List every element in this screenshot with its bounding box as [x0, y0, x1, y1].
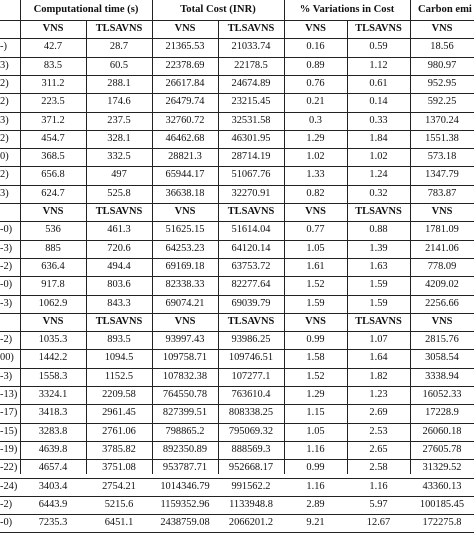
grid-line — [410, 0, 411, 474]
table-row — [0, 295, 474, 313]
table-cell: 107277.1 — [231, 370, 271, 382]
grid-line — [0, 20, 474, 21]
table-cell: 3283.8 — [38, 425, 68, 437]
table-cell: 1.29 — [306, 132, 325, 144]
grid-line — [0, 349, 474, 350]
table-row — [0, 75, 474, 93]
table-cell: 0.14 — [369, 96, 388, 108]
grid-line — [0, 386, 474, 387]
table-row — [0, 57, 474, 75]
header-row — [0, 0, 474, 20]
table-cell: 311.2 — [41, 77, 65, 89]
table-cell: 3338.94 — [425, 370, 459, 382]
table-cell: 0.61 — [369, 77, 388, 89]
row-label: 2) — [0, 169, 9, 181]
table-cell: 83.5 — [43, 59, 63, 71]
subheader-cell: TLSAVNS — [227, 206, 275, 217]
table-cell: 497 — [111, 169, 127, 181]
grid-line — [0, 57, 474, 58]
subheader-cell: VNS — [305, 23, 326, 34]
subheader-cell: TLSAVNS — [95, 23, 143, 34]
row-label: -0) — [0, 279, 13, 291]
grid-line — [0, 331, 474, 332]
table-cell: 51614.04 — [231, 224, 271, 236]
row-label: -3) — [0, 370, 13, 382]
table-cell: 22178.5 — [234, 59, 268, 71]
subheader-cell: VNS — [174, 23, 196, 34]
table-cell: 0.99 — [306, 462, 325, 474]
table-row — [0, 423, 474, 441]
subheader-cell: TLSAVNS — [355, 315, 402, 327]
table-cell: 1347.79 — [425, 169, 459, 181]
table-cell: 4639.8 — [38, 443, 68, 455]
row-label — [0, 203, 20, 221]
table-cell: 28714.19 — [231, 151, 271, 163]
table-cell: 93986.25 — [231, 334, 271, 346]
table-cell: 2066201.2 — [228, 517, 274, 529]
table-cell: 3403.4 — [38, 480, 68, 492]
table-cell: 1.63 — [369, 260, 388, 272]
row-label: -17) — [0, 407, 18, 419]
subheader-cell: VNS — [305, 315, 326, 327]
table-cell: 3751.08 — [102, 462, 136, 474]
subheader-cell: VNS — [42, 315, 64, 327]
table-cell: 0.59 — [369, 41, 388, 53]
table-cell: 0.77 — [306, 224, 325, 236]
table-cell: 1.82 — [369, 370, 388, 382]
table-cell: 1781.09 — [425, 224, 459, 236]
grid-line — [0, 295, 474, 296]
row-label: -3) — [0, 242, 13, 254]
table-cell: 18.56 — [430, 41, 454, 53]
subheader-row — [0, 203, 474, 221]
table-cell: 917.8 — [41, 279, 65, 291]
table-cell: 1.59 — [306, 297, 325, 309]
table-cell: 46301.95 — [231, 132, 271, 144]
table-cell: 2815.76 — [425, 334, 459, 346]
table-cell: 9.21 — [306, 517, 325, 529]
grid-line — [0, 203, 474, 204]
grid-line — [86, 20, 87, 474]
table-row — [0, 240, 474, 258]
table-cell: 27605.78 — [422, 443, 462, 455]
table-cell: 1.23 — [369, 389, 388, 400]
table-row — [0, 478, 474, 496]
table-cell: 17228.9 — [425, 407, 459, 419]
table-cell: 65944.17 — [165, 169, 205, 181]
table-cell: 2754.21 — [102, 480, 136, 492]
grid-line — [0, 423, 474, 424]
table-row — [0, 148, 474, 166]
table-cell: 892350.89 — [162, 443, 208, 455]
row-label: 3) — [0, 187, 9, 199]
subheader-cell: VNS — [305, 206, 326, 217]
row-label: -2) — [0, 334, 13, 346]
table-cell: 0.33 — [369, 114, 388, 126]
grid-line — [0, 313, 474, 314]
table-cell: 1.61 — [306, 260, 325, 272]
table-cell: 107832.38 — [162, 370, 208, 382]
table-cell: 22378.69 — [165, 59, 205, 71]
grid-line — [0, 478, 474, 479]
table-cell: 64120.14 — [231, 242, 271, 254]
table-row — [0, 185, 474, 203]
table-cell: 60.5 — [109, 59, 129, 71]
row-label: -24) — [0, 480, 18, 492]
table-row — [0, 514, 474, 532]
grid-line — [0, 112, 474, 113]
table-cell: 109746.51 — [228, 352, 274, 364]
table-cell: 525.8 — [107, 187, 131, 199]
row-label: -2) — [0, 260, 13, 272]
table-cell: 536 — [45, 224, 61, 236]
grid-line — [0, 148, 474, 149]
table-cell: 1.16 — [369, 480, 388, 492]
table-cell: 803.6 — [107, 279, 131, 291]
grid-line — [0, 240, 474, 241]
table-row — [0, 368, 474, 386]
table-cell: 223.5 — [41, 96, 65, 108]
header-computational-time: Computational time (s) — [33, 4, 139, 15]
row-label: 2) — [0, 77, 9, 89]
table-cell: 93997.43 — [165, 334, 205, 346]
table-cell: 798865.2 — [165, 425, 205, 437]
table-cell: 69074.21 — [165, 297, 205, 309]
table-row — [0, 130, 474, 148]
table-cell: 1.64 — [369, 352, 388, 364]
table-cell: 2141.06 — [425, 242, 459, 254]
table-cell: 893.5 — [107, 334, 131, 346]
table-cell: 1.39 — [369, 242, 388, 254]
table-cell: 454.7 — [41, 132, 65, 144]
table-cell: 42.7 — [43, 41, 63, 53]
row-label: -13) — [0, 389, 18, 400]
grid-line — [284, 0, 285, 474]
grid-line — [0, 368, 474, 369]
table-row — [0, 166, 474, 184]
table-cell: 624.7 — [41, 187, 65, 199]
table-cell: 1133948.8 — [229, 498, 273, 510]
table-cell: 24674.89 — [231, 77, 271, 89]
header-carbon: Carbon emi — [418, 4, 472, 15]
table-cell: 1370.24 — [425, 114, 459, 126]
table-cell: 1035.3 — [38, 334, 68, 346]
table-cell: 2256.66 — [425, 297, 459, 309]
table-cell: 51625.15 — [165, 224, 205, 236]
subheader-cell: TLSAVNS — [227, 315, 275, 327]
subheader-cell: VNS — [174, 315, 196, 327]
grid-line — [152, 0, 153, 474]
row-label: 2) — [0, 132, 9, 144]
table-cell: 64253.23 — [165, 242, 205, 254]
table-cell: 1.24 — [369, 169, 388, 181]
table-cell: 28.7 — [109, 41, 129, 53]
table-cell: 69039.79 — [231, 297, 271, 309]
table-cell: 843.3 — [107, 297, 131, 309]
row-label: -0) — [0, 224, 13, 236]
table-cell: 63753.72 — [231, 260, 271, 272]
table-cell: 1.84 — [369, 132, 388, 144]
table-cell: 368.5 — [41, 151, 65, 163]
table-cell: 2.58 — [369, 462, 388, 474]
table-cell: 21033.74 — [231, 41, 271, 53]
table-cell: 32760.72 — [165, 114, 205, 126]
table-cell: 82338.33 — [165, 279, 205, 291]
grid-line — [20, 0, 21, 474]
table-cell: 1.05 — [306, 242, 325, 254]
table-cell: 778.09 — [427, 260, 457, 272]
table-cell: 237.5 — [107, 114, 131, 126]
table-cell: 592.25 — [427, 96, 457, 108]
table-cell: 46462.68 — [165, 132, 205, 144]
table-cell: 573.18 — [427, 151, 457, 163]
table-cell: 12.67 — [366, 517, 391, 529]
subheader-cell: VNS — [431, 315, 453, 327]
table-cell: 1.16 — [306, 480, 325, 492]
row-label: 2) — [0, 96, 9, 108]
table-cell: 1.16 — [306, 443, 325, 455]
table-cell: 1.07 — [369, 334, 388, 346]
table-cell: 328.1 — [107, 132, 131, 144]
table-cell: 0.82 — [306, 187, 325, 199]
table-cell: 494.4 — [107, 260, 131, 272]
subheader-cell: TLSAVNS — [355, 206, 402, 217]
table-cell: 6443.9 — [38, 498, 68, 510]
table-cell: 16052.33 — [422, 389, 462, 400]
grid-line — [0, 496, 474, 497]
table-cell: 28821.3 — [168, 151, 202, 163]
table-cell: 808338.25 — [228, 407, 274, 419]
grid-line — [0, 185, 474, 186]
table-cell: 2961.45 — [102, 407, 136, 419]
grid-line — [0, 38, 474, 39]
table-cell: 1.02 — [306, 151, 325, 163]
table-row — [0, 386, 474, 404]
row-label: -0) — [0, 517, 13, 529]
table-cell: 371.2 — [41, 114, 65, 126]
header-variations: % Variations in Cost — [299, 4, 395, 15]
table-cell: 827399.51 — [162, 407, 208, 419]
table-cell: 1.05 — [306, 425, 325, 437]
table-cell: 783.87 — [427, 187, 457, 199]
table-cell: 82277.64 — [231, 279, 271, 291]
table-cell: 69169.18 — [165, 260, 205, 272]
table-cell: 7235.3 — [38, 517, 68, 529]
table-cell: 952.95 — [427, 77, 457, 89]
grid-line — [0, 441, 474, 442]
table-cell: 26479.74 — [165, 96, 205, 108]
table-cell: 174.6 — [107, 96, 131, 108]
subheader-cell: TLSAVNS — [95, 315, 143, 327]
table-cell: 1442.2 — [38, 352, 68, 364]
table-cell: 1062.9 — [38, 297, 68, 309]
subheader-row — [0, 20, 474, 38]
table-cell: 2761.06 — [102, 425, 136, 437]
grid-line — [0, 276, 474, 277]
table-cell: 1.02 — [369, 151, 388, 163]
table-cell: 4209.02 — [425, 279, 459, 291]
table-cell: 0.3 — [309, 114, 322, 126]
grid-line — [0, 459, 474, 460]
table-cell: 100185.45 — [419, 498, 465, 510]
table-cell: 1.52 — [306, 370, 325, 382]
subheader-cell: VNS — [42, 206, 64, 217]
subheader-cell: VNS — [431, 23, 453, 34]
table-cell: 43360.13 — [422, 480, 462, 492]
table-cell: 288.1 — [107, 77, 131, 89]
grid-line — [0, 93, 474, 94]
subheader-cell: TLSAVNS — [355, 23, 402, 34]
table-cell: 980.97 — [427, 59, 457, 71]
table-cell: 3324.1 — [38, 389, 68, 400]
table-cell: 763610.4 — [231, 389, 271, 400]
row-label: 3) — [0, 114, 9, 126]
table-cell: 2438759.08 — [160, 517, 210, 529]
table-cell: 1159352.96 — [160, 498, 210, 510]
table-cell: 1.59 — [369, 279, 388, 291]
table-cell: 1.33 — [306, 169, 325, 181]
table-cell: 23215.45 — [231, 96, 271, 108]
table-row — [0, 276, 474, 294]
table-cell: 2.89 — [306, 498, 325, 510]
table-cell: 0.16 — [306, 41, 325, 53]
table-row — [0, 404, 474, 422]
table-cell: 1.58 — [306, 352, 325, 364]
table-cell: 172275.8 — [422, 517, 462, 529]
table-cell: 26060.18 — [422, 425, 462, 437]
row-label: -) — [0, 41, 7, 53]
table-cell: 0.76 — [306, 77, 325, 89]
row-label: 0) — [0, 151, 9, 163]
table-cell: 764550.78 — [162, 389, 208, 400]
table-cell: 0.21 — [306, 96, 325, 108]
table-row — [0, 331, 474, 349]
table-cell: 3418.3 — [38, 407, 68, 419]
table-cell: 1551.38 — [425, 132, 459, 144]
row-label: -2) — [0, 498, 13, 510]
table-cell: 32270.91 — [231, 187, 271, 199]
table-cell: 1.12 — [369, 59, 388, 71]
table-row — [0, 441, 474, 459]
table-cell: 2.69 — [369, 407, 388, 419]
table-cell: 4657.4 — [38, 462, 68, 474]
table-cell: 332.5 — [107, 151, 131, 163]
table-cell: 991562.2 — [231, 480, 271, 492]
subheader-cell: VNS — [174, 206, 196, 217]
grid-line — [347, 20, 348, 474]
table-cell: 0.89 — [306, 59, 325, 71]
table-cell: 1.15 — [306, 407, 325, 419]
table-row — [0, 496, 474, 514]
table-cell: 1.59 — [369, 297, 388, 309]
table-row — [0, 459, 474, 477]
table-cell: 21365.53 — [165, 41, 205, 53]
table-cell: 0.99 — [306, 334, 325, 346]
table-cell: 3785.82 — [102, 443, 136, 455]
table-cell: 1.29 — [306, 389, 325, 400]
table-cell: 51067.76 — [231, 169, 271, 181]
grid-line — [0, 258, 474, 259]
row-label: -22) — [0, 462, 18, 474]
table-cell: 953787.71 — [162, 462, 208, 474]
header-total-cost: Total Cost (INR) — [180, 4, 256, 15]
subheader-cell: TLSAVNS — [95, 206, 143, 217]
table-cell: 26617.84 — [165, 77, 205, 89]
grid-line — [218, 20, 219, 474]
table-cell: 1558.3 — [38, 370, 68, 382]
table-cell: 656.8 — [41, 169, 65, 181]
table-cell: 720.6 — [107, 242, 131, 254]
table-row — [0, 38, 474, 56]
table-cell: 31329.52 — [422, 462, 462, 474]
row-label: -15) — [0, 425, 18, 437]
table-cell: 795069.32 — [228, 425, 274, 437]
grid-line — [0, 404, 474, 405]
grid-line — [0, 221, 474, 222]
table-row — [0, 112, 474, 130]
row-label: -19) — [0, 443, 18, 455]
subheader-cell: VNS — [431, 206, 453, 217]
table-cell: 1094.5 — [104, 352, 134, 364]
table-cell: 1152.5 — [104, 370, 134, 382]
row-label: 3) — [0, 59, 9, 71]
grid-line — [0, 166, 474, 167]
table-cell: 109758.71 — [162, 352, 208, 364]
table-row — [0, 93, 474, 111]
table-cell: 5215.6 — [104, 498, 134, 510]
table-cell: 36638.18 — [165, 187, 205, 199]
table-cell: 3058.54 — [425, 352, 459, 364]
table-cell: 1014346.79 — [160, 480, 210, 492]
table-cell: 885 — [45, 242, 61, 254]
table-cell: 2.65 — [369, 443, 388, 455]
table-cell: 6451.1 — [104, 517, 134, 529]
table-cell: 888569.3 — [231, 443, 271, 455]
grid-line — [0, 514, 474, 515]
table-row — [0, 221, 474, 239]
table-cell: 5.97 — [369, 498, 388, 510]
table-cell: 1.52 — [306, 279, 325, 291]
table-cell: 2.53 — [369, 425, 388, 437]
table-row — [0, 258, 474, 276]
grid-line — [0, 130, 474, 131]
subheader-cell: TLSAVNS — [227, 23, 275, 34]
subheader-row — [0, 313, 474, 331]
table-row — [0, 349, 474, 367]
row-label: -3) — [0, 297, 13, 309]
table-cell: 636.4 — [41, 260, 65, 272]
grid-line — [0, 75, 474, 76]
table-cell: 0.88 — [369, 224, 388, 236]
row-label: 00) — [0, 352, 14, 364]
table-cell: 952668.17 — [228, 462, 274, 474]
table-cell: 32531.58 — [231, 114, 271, 126]
subheader-cell: VNS — [42, 23, 64, 34]
table-cell: 0.32 — [369, 187, 388, 199]
row-label — [0, 313, 20, 331]
table-cell: 2209.58 — [102, 389, 136, 400]
table-cell: 461.3 — [107, 224, 131, 236]
